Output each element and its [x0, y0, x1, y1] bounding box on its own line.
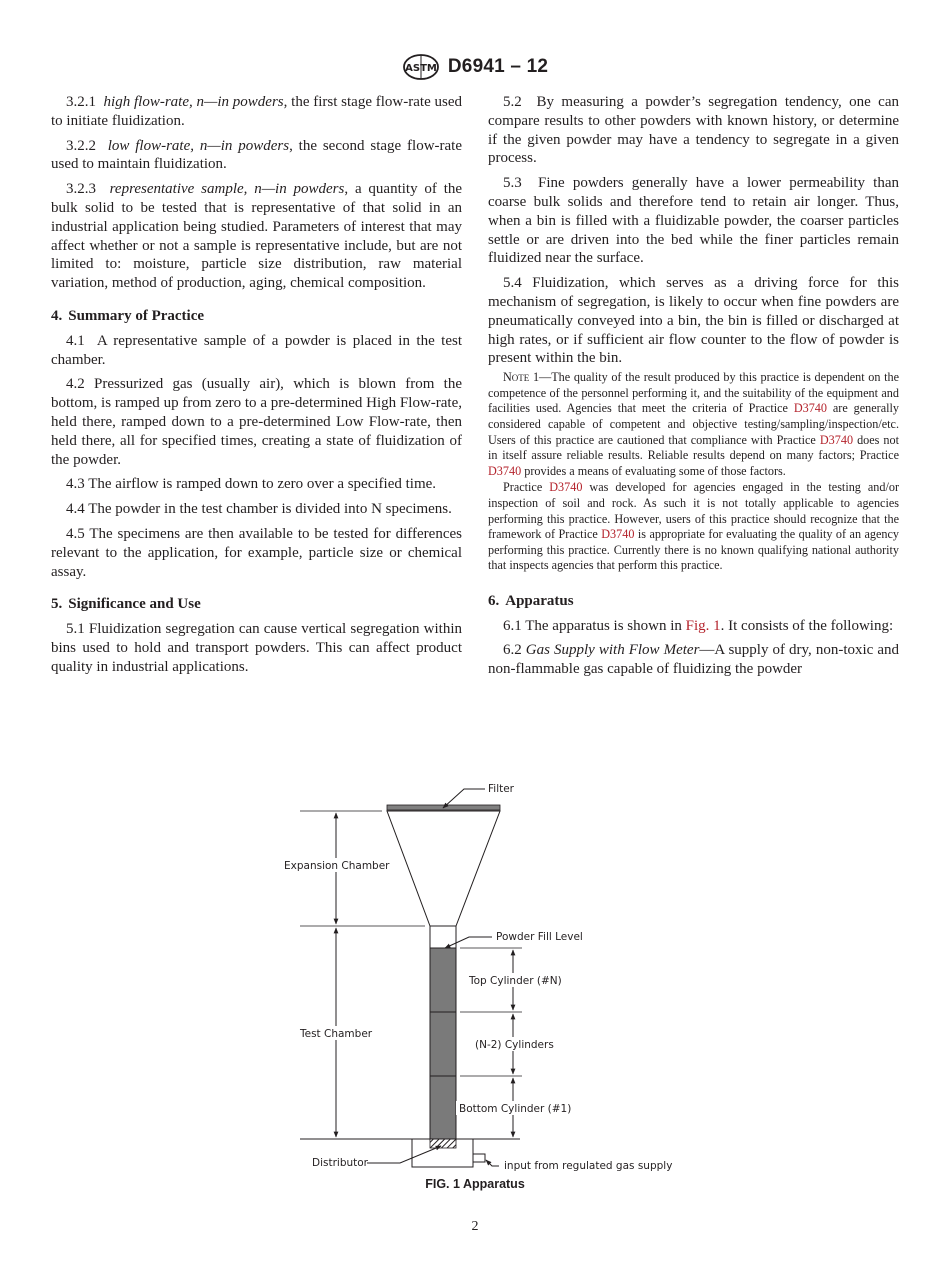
paragraph-4-1: 4.1 A representative sample of a powder is placed in the test chamber. — [51, 332, 462, 368]
paragraph-6-2: 6.2 Gas Supply with Flow Meter—A supply of dry, non-toxic and non-flammable gas capable of fluidizing the powder — [488, 642, 900, 678]
definition-3-2-3: 3.2.3 representative sample, n—in powders, a quantity of the bulk solid to be tested that is representative of that solid in an industrial application being studied. Parameters of interest that may affect whether or not a sample is representative include, but are not limited to: moisture, particle size distribution, raw material variation, method of production, aging, chemical composition. — [51, 181, 463, 292]
paragraph-6-1: 6.1 The apparatus is shown in Fig. 1. It consists of the following: — [503, 617, 894, 634]
paragraph-4-4: 4.4 The powder in the test chamber is divided into N specimens. — [66, 501, 452, 518]
page-header — [0, 54, 950, 80]
page-number: 2 — [471, 1219, 479, 1234]
paragraph-5-1: 5.1 Fluidization segregation can cause vertical segregation within bins used to hold and transport powders. This can affect product quality in industrial applications. — [51, 621, 462, 675]
link-d3740[interactable]: D3740 — [601, 527, 635, 542]
note-label: Note 1 — [503, 370, 540, 385]
link-d3740[interactable]: D3740 — [819, 432, 854, 447]
paragraph-5-3: 5.3 Fine powders generally have a lower permeability than coarse bulk solids and therefore tend to retain air longer. Thus, when a bin is filled with a fluidizable powder, the coarser particles settle or are driven into the bed while the finer particles remain fluidized near the surface. — [488, 175, 899, 267]
paragraph-5-2: 5.2 By measuring a powder’s segregation tendency, one can compare results to other powders with known history, or determine if the given powder may have a tendency to segregate in a given process. — [488, 94, 899, 167]
note-1: Note 1—The quality of the result produced by this practice is dependent on the competence of the personnel performing it, and the suitability of the equipment and facilities used. Agencies that meet the criteria of Practice D3740 are generally considered capable of competent and objective testing/sampling/inspection/etc. Users of this practice are cautioned that compliance with Practice D3740 does not in itself assure reliable results. Reliable results depend on many factors; Practice D3740 provides a means of evaluating some of those factors. — [488, 370, 900, 478]
figure-caption: FIG. 1 Apparatus — [425, 1177, 525, 1191]
section-heading-4: 4. Summary of Practice — [51, 307, 205, 324]
gas-inlet — [473, 1154, 485, 1162]
link-fig-1[interactable]: Fig. 1 — [685, 617, 721, 634]
label-top-cylinder: Top Cylinder (#N) — [469, 975, 562, 987]
right-column — [488, 93, 899, 685]
section-heading-5: 5. Significance and Use — [51, 596, 201, 613]
paragraph-4-3: 4.3 The airflow is ramped down to zero over a specified time. — [66, 476, 437, 493]
label-gas-input: input from regulated gas supply — [504, 1160, 673, 1172]
apparatus-figure — [270, 770, 690, 1200]
definition-3-2-1: 3.2.1 high flow-rate, n—in powders, the first stage flow-rate used to initiate fluidization. — [51, 94, 462, 129]
link-d3740[interactable]: D3740 — [793, 401, 827, 416]
section-heading-6: 6. Apparatus — [488, 592, 574, 609]
astm-logo-icon — [402, 54, 440, 80]
label-distributor: Distributor — [312, 1157, 369, 1169]
powder-column — [430, 948, 456, 1140]
document-number: D6941 – 12 — [447, 56, 549, 77]
expansion-chamber-funnel — [387, 811, 500, 926]
definition-3-2-2: 3.2.2 low flow-rate, n—in powders, the second stage flow-rate used to maintain fluidization. — [51, 137, 463, 173]
label-filter: Filter — [488, 783, 515, 795]
label-middle-cylinders: (N-2) Cylinders — [475, 1039, 554, 1051]
note-1-continued: Practice D3740 was developed for agencies engaged in the testing and/or inspection of soil and rock. As such it is not totally applicable to agencies performing this practice. However, users of this practice should recognize that the framework of Practice D3740 is appropriate for evaluating the quality of an agency performing this practice. Currently there is no known qualifying national authority that inspects agencies that perform this practice. — [488, 480, 900, 573]
label-expansion-chamber: Expansion Chamber — [284, 860, 390, 872]
label-test-chamber: Test Chamber — [300, 1028, 373, 1040]
link-d3740[interactable]: D3740 — [488, 463, 522, 478]
svg-text:ASTM: ASTM — [405, 63, 437, 74]
paragraph-5-4: 5.4 Fluidization, which serves as a driving force for this mechanism of segregation, is likely to occur when fine powders are pneumatically conveyed into a bin, the bin is filled or discharged at high rates, or if sufficient air flow counter to the flow of powder is present within the bin. — [488, 275, 900, 367]
label-bottom-cylinder: Bottom Cylinder (#1) — [459, 1103, 572, 1115]
link-d3740[interactable]: D3740 — [549, 480, 583, 495]
paragraph-4-2: 4.2 Pressurized gas (usually air), which is blown from the bottom, is ramped up from zero to a pre-determined High Flow-rate, held there, ramped down to a pre-determined Low Flow-rate, then held there, all for specified times, creating a state of fluidization of the powder. — [51, 376, 463, 468]
left-column — [51, 93, 462, 683]
paragraph-4-5: 4.5 The specimens are then available to be tested for differences relevant to the application, for example, particle size or chemical assay. — [51, 525, 462, 580]
label-powder-fill-level: Powder Fill Level — [496, 931, 583, 943]
distributor-hatch — [430, 1139, 456, 1148]
